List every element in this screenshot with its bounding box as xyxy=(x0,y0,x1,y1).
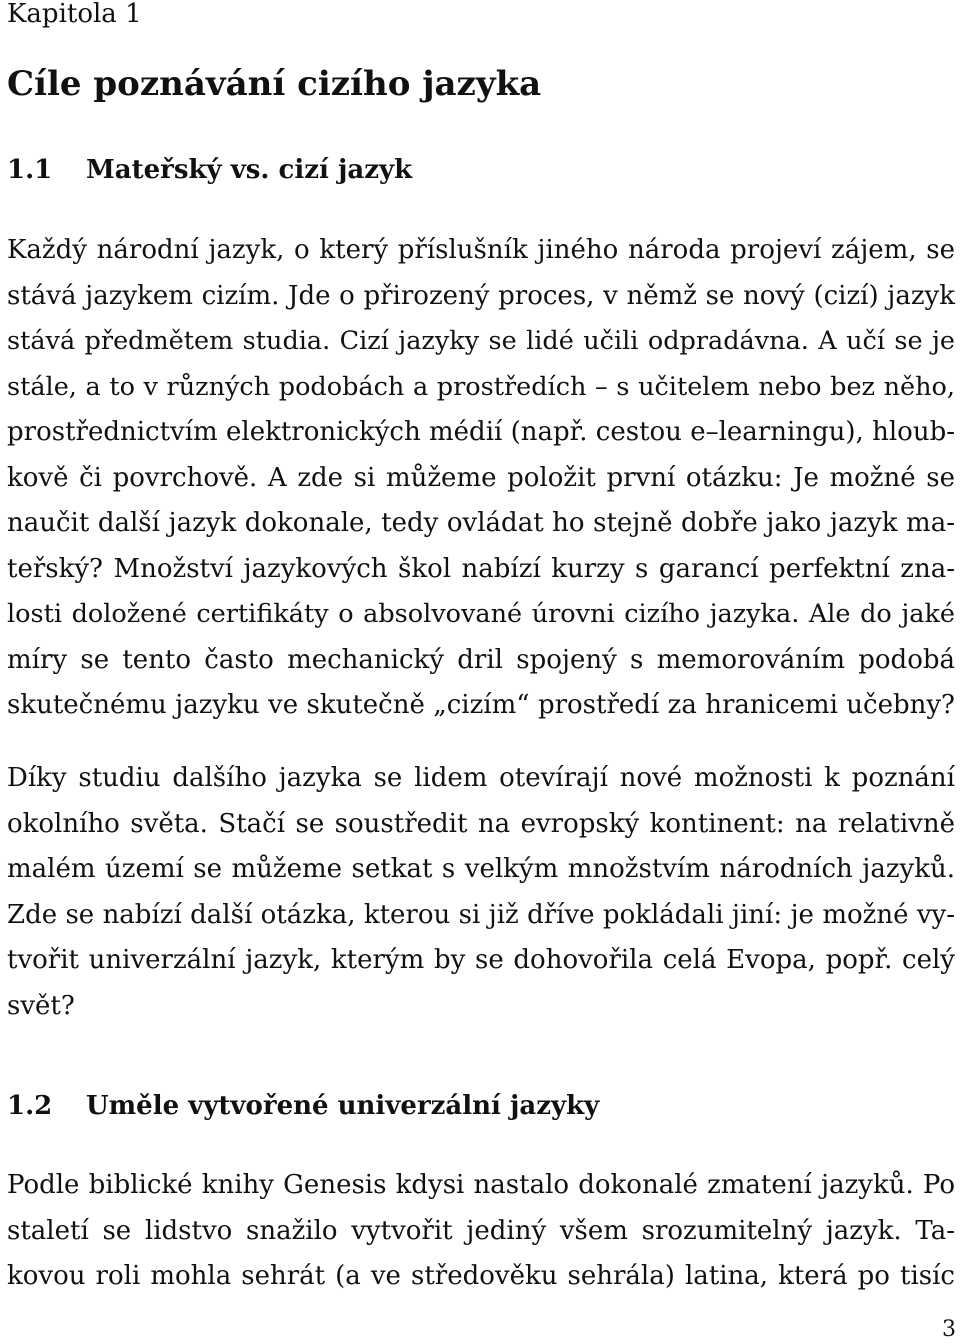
text-line: stává jazykem cizím. Jde o přirozený proces, v němž se nový (cizí) jazyk xyxy=(7,280,955,311)
text-line: kově či povrchově. A zde si můžeme položit první otázku: Je možné se xyxy=(7,462,955,493)
paragraph-1-1-a xyxy=(7,228,955,729)
paragraph-1-2-a xyxy=(7,1163,955,1300)
chapter-title: Cíle poznávání cizího jazyka xyxy=(7,64,542,104)
section-heading-1-2 xyxy=(7,1089,599,1123)
section-heading-1-1 xyxy=(7,153,412,187)
page-number: 3 xyxy=(942,1317,956,1342)
text-line: losti doložené certifikáty o absolvované úrovni cizího jazyka. Ale do jaké xyxy=(7,599,955,629)
text-line: teřský? Množství jazykových škol nabízí kurzy s garancí perfektní zna- xyxy=(7,553,955,584)
paragraph-1-1-b xyxy=(7,756,955,1029)
text-line: staletí se lidstvo snažilo vytvořit jediný všem srozumitelný jazyk. Ta- xyxy=(7,1215,955,1246)
text-line: prostřednictvím elektronických médií (např. cestou e–learningu), hloub- xyxy=(7,417,955,447)
text-line: Díky studiu dalšího jazyka se lidem otevírají nové možnosti k poznání xyxy=(7,763,955,793)
text-line: naučit další jazyk dokonale, tedy ovládat ho stejně dobře jako jazyk ma- xyxy=(7,508,955,538)
text-line: skutečnému jazyku ve skutečně „cizím“ prostředí za hranicemi učebny? xyxy=(7,690,955,720)
text-line: Podle biblické knihy Genesis kdysi nastalo dokonalé zmatení jazyků. Po xyxy=(7,1170,955,1200)
text-line: Zde se nabízí další otázka, kterou si již dříve pokládali jiní: je možné vy- xyxy=(7,899,955,930)
text-line: svět? xyxy=(7,990,75,1021)
section-title: Mateřský vs. cizí jazyk xyxy=(86,155,413,185)
text-line: míry se tento často mechanický dril spojený s memorováním podobá xyxy=(7,644,955,675)
text-line: stále, a to v různých podobách a prostředích – s učitelem nebo bez něho, xyxy=(7,371,955,402)
section-title: Uměle vytvořené univerzální jazyky xyxy=(86,1091,600,1121)
text-line: Každý národní jazyk, o který příslušník jiného národa projeví zájem, se xyxy=(7,235,955,265)
section-number: 1.1 xyxy=(7,155,53,185)
text-line: stává předmětem studia. Cizí jazyky se lidé učili odpradávna. A učí se je xyxy=(7,326,955,356)
text-line: kovou roli mohla sehrát (a ve středověku sehrála) latina, která po tisíc xyxy=(7,1261,955,1291)
text-line: tvořit univerzální jazyk, kterým by se dohovořila celá Evopa, popř. celý xyxy=(7,945,955,975)
text-line: okolního světa. Stačí se soustředit na evropský kontinent: na relativně xyxy=(7,808,955,839)
chapter-label: Kapitola 1 xyxy=(7,0,142,29)
text-line: malém území se můžeme setkat s velkým množstvím národních jazyků. xyxy=(7,854,955,884)
section-number: 1.2 xyxy=(7,1091,53,1121)
